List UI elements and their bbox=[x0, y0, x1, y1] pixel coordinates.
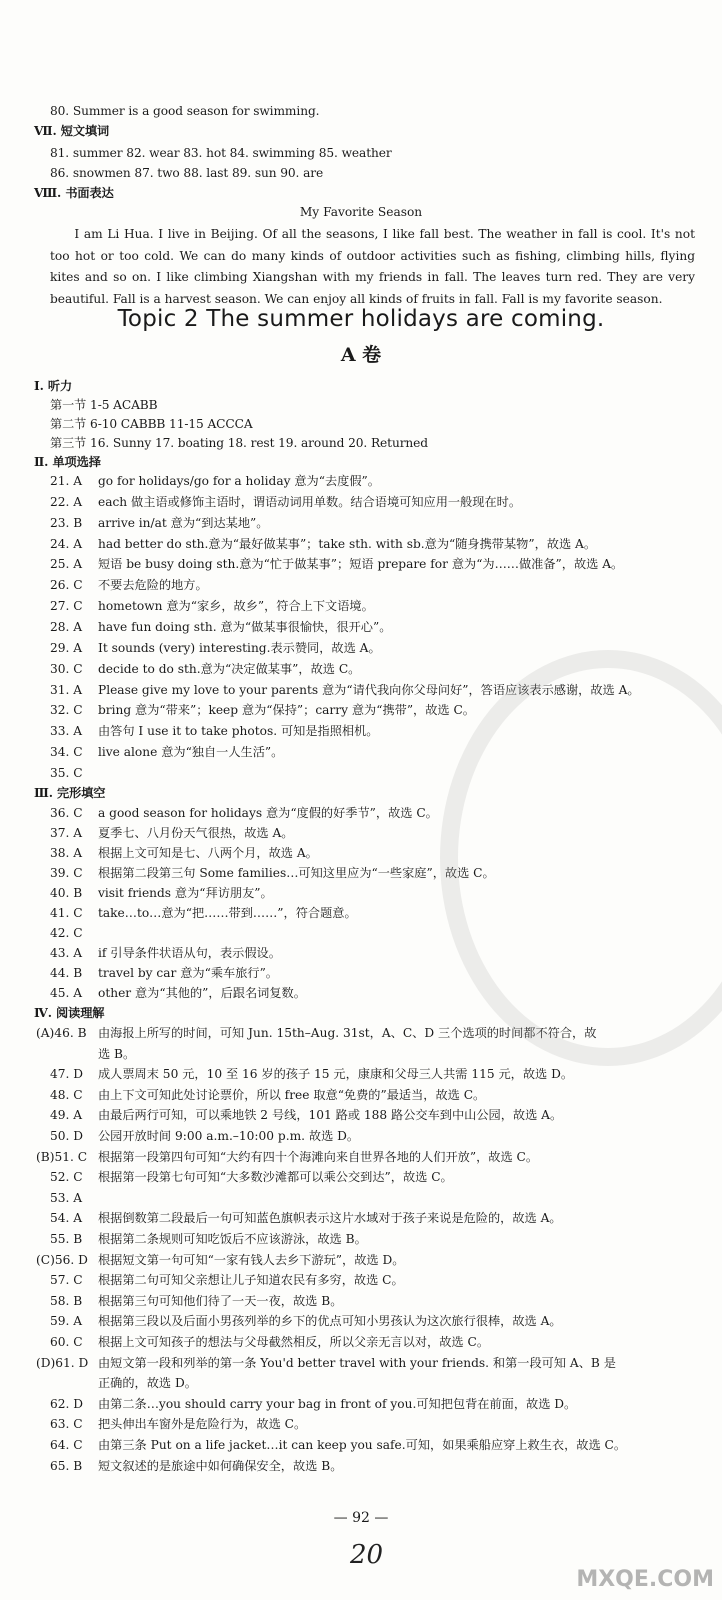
answer-explanation: 根据第二条规则可知吃饭后不应该游泳，故选 B。 bbox=[98, 1232, 367, 1246]
answers-81-85: 81. summer 82. wear 83. hot 84. swimming 85. weather bbox=[50, 146, 392, 160]
answer-number: 45. A bbox=[50, 986, 83, 1000]
answer-explanation: 根据上文可知孩子的想法与父母截然相反，所以父亲无言以对，故选 C。 bbox=[98, 1335, 490, 1349]
answer-number: 25. A bbox=[50, 557, 83, 572]
page-number: — 92 — bbox=[333, 1510, 389, 1526]
answer-explanation: decide to do sth.意为“决定做某事”，故选 C。 bbox=[98, 661, 361, 676]
answer-number: 52. C bbox=[50, 1170, 83, 1185]
answer-explanation: 公园开放时间 9:00 a.m.–10:00 p.m. 故选 D。 bbox=[98, 1129, 360, 1143]
answer-explanation: 根据第二句可知父亲想让儿子知道农民有多穷，故选 C。 bbox=[98, 1273, 404, 1288]
answer-number: 49. A bbox=[50, 1108, 83, 1123]
answer-number: 58. B bbox=[50, 1293, 83, 1308]
answers-86-90: 86. snowmen 87. two 88. last 89. sun 90. are bbox=[50, 166, 324, 180]
answer-number: 26. C bbox=[50, 578, 83, 593]
listening-part-3: 第三节 16. Sunny 17. boating 18. rest 19. around 20. Returned bbox=[50, 436, 428, 450]
single-choice-heading: Ⅱ. 单项选择 bbox=[34, 455, 101, 469]
answer-explanation: 由第二条…you should carry your bag in front of you.可知把包背在前面，故选 D。 bbox=[98, 1396, 577, 1411]
answer-explanation: 夏季七、八月份天气很热，故选 A。 bbox=[98, 826, 294, 840]
answer-explanation: It sounds (very) interesting.表示赞同，故选 A。 bbox=[98, 640, 381, 655]
answer-number: (A)46. B bbox=[36, 1026, 87, 1040]
answer-number: 57. C bbox=[50, 1273, 83, 1288]
answer-number: 44. B bbox=[50, 966, 83, 980]
answer-explanation: 根据第一段第四句可知“大约有四十个海滩向来自世界各地的人们开放”，故选 C。 bbox=[98, 1149, 539, 1164]
answer-number: 41. C bbox=[50, 906, 83, 920]
listening-heading: Ⅰ. 听力 bbox=[34, 379, 73, 393]
answer-explanation: travel by car 意为“乘车旅行”。 bbox=[98, 966, 278, 980]
answer-explanation: other 意为“其他的”，后跟名词复数。 bbox=[98, 986, 306, 1000]
answer-number: 30. C bbox=[50, 661, 83, 676]
answer-number: 21. A bbox=[50, 474, 83, 488]
answer-number: 62. D bbox=[50, 1396, 84, 1411]
answer-number: 43. A bbox=[50, 946, 83, 960]
answer-explanation: 根据第三段以及后面小男孩列举的乡下的优点可知小男孩认为这次旅行很棒，故选 A。 bbox=[98, 1314, 562, 1329]
volume-a-heading: A 卷 bbox=[340, 344, 382, 366]
answer-number: 37. A bbox=[50, 826, 83, 840]
listening-part-1: 第一节 1-5 ACABB bbox=[50, 398, 158, 412]
answer-explanation: 根据短文第一句可知“一家有钱人去乡下游玩”，故选 D。 bbox=[98, 1252, 405, 1267]
answer-explanation: visit friends 意为“拜访朋友”。 bbox=[98, 886, 273, 900]
answer-number: 38. A bbox=[50, 846, 83, 860]
answer-explanation: 根据第三句可知他们待了一天一夜，故选 B。 bbox=[98, 1293, 343, 1308]
topic-title: Topic 2 The summer holidays are coming. bbox=[117, 306, 605, 332]
answer-number: 33. A bbox=[50, 724, 83, 739]
answer-number: 29. A bbox=[50, 640, 83, 655]
answer-number: 22. A bbox=[50, 494, 83, 509]
answer-explanation: 由最后两行可知，可以乘地铁 2 号线，101 路或 188 路公交车到中山公园，故选 A。 bbox=[98, 1108, 563, 1123]
answer-explanation: take…to…意为“把……带到……”，符合题意。 bbox=[98, 906, 357, 920]
answer-number: 65. B bbox=[50, 1458, 83, 1473]
answer-explanation: if 引导条件状语从句，表示假设。 bbox=[98, 946, 281, 960]
answer-number: 60. C bbox=[50, 1335, 83, 1349]
watermark-logo: MXQE.COM bbox=[576, 1567, 714, 1592]
listening-part-2: 第二节 6-10 CABBB 11-15 ACCCA bbox=[50, 417, 253, 431]
answer-explanation: Please give my love to your parents 意为“请代我向你父母问好”，答语应该表示感谢，故选 A。 bbox=[98, 682, 640, 697]
item-80: 80. Summer is a good season for swimming. bbox=[50, 104, 320, 118]
answer-explanation: 根据第一段第七句可知“大多数沙滩都可以乘公交到达”，故选 C。 bbox=[98, 1170, 453, 1185]
answer-explanation: a good season for holidays 意为“度假的好季节”，故选 C。 bbox=[98, 806, 438, 820]
answer-number: 63. C bbox=[50, 1417, 83, 1432]
answer-number: 59. A bbox=[50, 1314, 83, 1329]
answer-explanation: 由第三条 Put on a life jacket…it can keep you safe.可知，如果乘船应穿上救生衣，故选 C。 bbox=[98, 1438, 627, 1452]
answer-explanation: 不要去危险的地方。 bbox=[98, 578, 208, 593]
answer-explanation: go for holidays/go for a holiday 意为“去度假”。 bbox=[98, 474, 380, 488]
answer-number: 48. C bbox=[50, 1087, 83, 1102]
cloze-heading: Ⅲ. 完形填空 bbox=[34, 786, 106, 800]
answer-explanation: 根据第二段第三句 Some families…可知这里应为“一些家庭”，故选 C。 bbox=[98, 866, 495, 880]
handwritten-note: 20 bbox=[350, 1540, 384, 1570]
answer-number: 23. B bbox=[50, 515, 83, 530]
answer-number: 31. A bbox=[50, 682, 83, 697]
answer-explanation: 由海报上所写的时间，可知 Jun. 15th–Aug. 31st，A、C、D 三个选项的时间都不符合，故 bbox=[98, 1026, 597, 1040]
answer-number: 36. C bbox=[50, 806, 83, 820]
essay-body: I am Li Hua. I live in Beijing. Of all the seasons, I like fall best. The weather in fall is cool. It's not too hot or too cold. We can do many kinds of outdoor activities such as fishing, climbing hills, flying kites and so on. I like climbing Xiangshan with my friends in fall. The leaves turn red. They are very beautiful. Fall is a harvest season. We can enjoy all kinds of fruits in fall. Fall is my favorite season. bbox=[50, 227, 695, 306]
reading-heading: Ⅳ. 阅读理解 bbox=[34, 1006, 105, 1020]
section-7-heading: Ⅶ. 短文填词 bbox=[34, 124, 110, 138]
answer-explanation: 短语 be busy doing sth.意为“忙于做某事”；短语 prepare for 意为“为……做准备”，故选 A。 bbox=[98, 557, 624, 572]
answer-explanation: 由答句 I use it to take photos. 可知是指照相机。 bbox=[98, 724, 379, 739]
answer-explanation: live alone 意为“独自一人生活”。 bbox=[98, 745, 284, 760]
answer-explanation: 根据上文可知是七、八两个月，故选 A。 bbox=[98, 846, 318, 860]
answer-number: (C)56. D bbox=[36, 1252, 88, 1267]
answer-explanation: 把头伸出车窗外是危险行为，故选 C。 bbox=[98, 1417, 307, 1432]
answer-number: 50. D bbox=[50, 1129, 84, 1143]
answer-number: (D)61. D bbox=[36, 1355, 89, 1370]
section-8-heading: Ⅷ. 书面表达 bbox=[34, 186, 114, 200]
answer-explanation: arrive in/at 意为“到达某地”。 bbox=[98, 515, 269, 530]
answer-number: 39. C bbox=[50, 866, 83, 880]
answer-number: 55. B bbox=[50, 1232, 83, 1246]
answer-explanation: 短文叙述的是旅途中如何确保安全，故选 B。 bbox=[98, 1458, 343, 1473]
answer-explanation-continued: 选 B。 bbox=[98, 1046, 136, 1061]
answer-explanation-continued: 正确的，故选 D。 bbox=[98, 1376, 197, 1391]
answer-number: 47. D bbox=[50, 1067, 84, 1082]
answer-number: 40. B bbox=[50, 886, 83, 900]
answer-explanation: hometown 意为“家乡，故乡”，符合上下文语境。 bbox=[98, 599, 374, 614]
answer-number: 27. C bbox=[50, 599, 83, 614]
answer-number: 24. A bbox=[50, 536, 83, 551]
answer-number: 53. A bbox=[50, 1190, 83, 1205]
watermark-seal bbox=[440, 650, 722, 1066]
answer-number: 54. A bbox=[50, 1211, 83, 1226]
answer-number: 42. C bbox=[50, 926, 83, 940]
answer-explanation: 成人票周末 50 元，10 至 16 岁的孩子 15 元，康康和父母三人共需 115 元，故选 D。 bbox=[98, 1067, 574, 1082]
answer-number: 64. C bbox=[50, 1438, 83, 1452]
answer-number: 34. C bbox=[50, 745, 83, 760]
answer-explanation: 根据倒数第二段最后一句可知蓝色旗帜表示这片水域对于孩子来说是危险的，故选 A。 bbox=[98, 1211, 562, 1226]
answer-number: 35. C bbox=[50, 765, 83, 780]
answer-explanation: 由上下文可知此处讨论票价，所以 free 取意“免费的”最适当，故选 C。 bbox=[98, 1087, 486, 1102]
answer-explanation: have fun doing sth. 意为“做某事很愉快，很开心”。 bbox=[98, 619, 392, 634]
answer-number: 32. C bbox=[50, 703, 83, 718]
essay-title: My Favorite Season bbox=[299, 205, 423, 219]
answer-number: 28. A bbox=[50, 619, 83, 634]
answer-number: (B)51. C bbox=[36, 1149, 88, 1164]
answer-explanation: bring 意为“带来”；keep 意为“保持”；carry 意为“携带”，故选 C。 bbox=[98, 703, 475, 718]
answer-explanation: had better do sth.意为“最好做某事”；take sth. with sb.意为“随身携带某物”，故选 A。 bbox=[98, 536, 597, 551]
answer-explanation: each 做主语或修饰主语时，谓语动词用单数。结合语境可知应用一般现在时。 bbox=[98, 494, 522, 509]
answer-explanation: 由短文第一段和列举的第一条 You'd better travel with your friends. 和第一段可知 A、B 是 bbox=[98, 1355, 616, 1370]
